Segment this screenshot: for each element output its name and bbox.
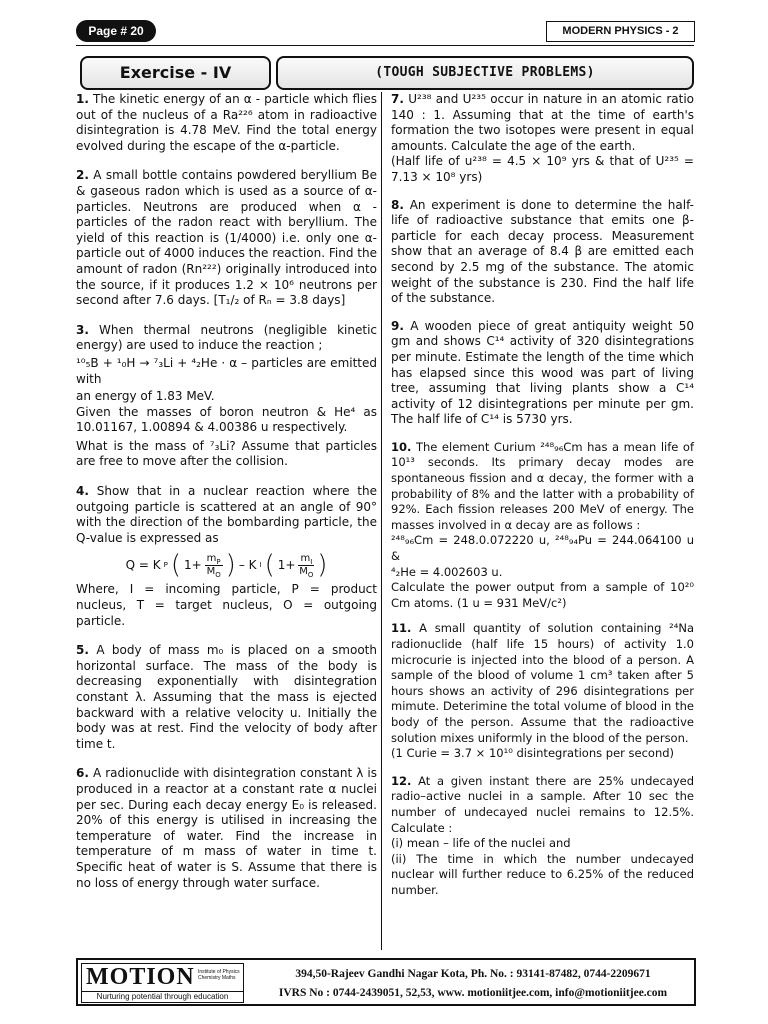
question-text: When thermal neutrons (negligible kinetic energy) are used to induce the reaction ; — [76, 322, 377, 353]
question-2 — [76, 168, 377, 308]
paren-open-2: ( — [264, 550, 275, 581]
question-number: 12. — [391, 773, 412, 788]
question-number: 5. — [76, 643, 89, 658]
question-number: 9. — [391, 318, 404, 333]
frac-numerator: m — [206, 552, 217, 564]
question-text: U²³⁸ and U²³⁵ occur in nature in an atomic ratio 140 : 1. Assuming that at the time of earth's formation the two isotopes were present in equal amounts. Calculate the age of the earth. — [391, 92, 694, 153]
question-9 — [391, 319, 694, 428]
left-column — [76, 92, 377, 901]
logo-tagline: Nurturing potential through education — [82, 991, 243, 1002]
paren-close-2: ) — [317, 550, 328, 581]
decay-masses: ²⁴⁸₉₆Cm = 248.0.072220 u, ²⁴⁸₉₄Pu = 244.064100 u & — [391, 533, 694, 564]
header-rule — [76, 45, 694, 46]
formula-lhs: Q = K — [125, 557, 161, 572]
question-3 — [76, 323, 377, 470]
question-number: 1. — [76, 92, 89, 106]
q-value-formula: Q = K P ( 1+ $\frac{m_P}{M_O}$ ) – K I ( 1+ $\frac{m_I}{M_O}$ ) — [125, 550, 328, 581]
question-12 — [391, 774, 694, 899]
question-text-2: Calculate the power output from a sample of 10²⁰ Cm atoms. (1 u = 931 MeV/c²) — [391, 580, 694, 610]
frac-numerator-sub: I — [310, 557, 313, 566]
question-number: 2. — [76, 168, 89, 183]
question-text-2: (Half life of u²³⁸ = 4.5 × 10⁹ yrs & that of U²³⁵ = 7.13 × 10⁸ yrs) — [391, 154, 694, 184]
frac-numerator: m — [300, 552, 311, 564]
question-text: The kinetic energy of an α - particle which flies out of the nucleus of a Ra²²⁶ atom in radioactive disintegration is 4.78 MeV. Find the total energy evolved during the escape of the α-particle. — [76, 92, 377, 153]
question-text: At a given instant there are 25% undecayed radio–active nuclei in a sample. After 10 sec the number of undecayed nuclei remains to 12.5%. Calculate : — [391, 773, 695, 835]
question-5 — [76, 643, 377, 752]
question-1 — [76, 92, 377, 154]
question-7 — [391, 92, 694, 186]
formula-one: 1+ — [183, 557, 202, 572]
question-text: Show that in a nuclear reaction where the outgoing particle is scattered at an angle of 90° with the direction of the bombarding particle, the Q-value is expressed as — [76, 484, 377, 545]
paren-close: ) — [225, 550, 236, 581]
footer — [76, 958, 696, 1006]
question-8 — [391, 198, 694, 307]
frac-denominator: M — [206, 565, 216, 577]
nuclear-reaction-equation: ¹⁰₅B + ¹₀H → ⁷₃Li + ⁴₂He · α – particles are emitted with — [76, 355, 377, 386]
logo-text: MOTION — [86, 964, 195, 990]
question-text: A wooden piece of great antiquity weight 50 gm and shows C¹⁴ activity of 320 disintegrations per minute. Estimate the length of the time which has elapsed since this wood was part of living tree, assuming that living plants show a C¹⁴ activity of 12 disintegrations per minute per gm. The half life of C¹⁴ is 5730 yrs. — [391, 318, 694, 427]
question-text-3: Given the masses of boron neutron & He⁴ as 10.01167, 1.00894 & 4.00386 u respectively. — [76, 404, 377, 435]
fraction-mi-mo — [298, 553, 314, 578]
motion-logo — [81, 963, 244, 1003]
logo-subtext: Institute of Physics Chemistry Maths — [198, 969, 240, 981]
frac-numerator-sub: P — [216, 557, 221, 566]
question-text: A body of mass m₀ is placed on a smooth horizontal surface. The mass of the body is decreasing exponentially with disintegration constant λ. Assuming that the mass is ejected backward with a relative velocity u. Initially the body was at rest. Find the velocity of body after time t. — [76, 643, 377, 751]
page-number-badge: Page # 20 — [76, 20, 156, 42]
question-text: A radionuclide with disintegration constant λ is produced in a reactor at a constant rate α nuclei per sec. During each decay energy E₀ is released. 20% of this energy is utilised in increasing the temperature of water. Find the increase in temperature of m mass of water in time t. Specific heat of water is S. Assume that there is no loss of energy through water surface. — [76, 766, 377, 890]
question-text-2: an energy of 1.83 MeV. — [76, 389, 215, 404]
question-text: An experiment is done to determine the half-life of radioactive substance that emits one β-particle for each decay process. Measurement show that an average of 8.4 β are emitted each second by 2.5 mg of the substance. The atomic weight of the substance is 230. Find the half life of the substance. — [391, 197, 694, 306]
helium-mass: ⁴₂He = 4.002603 u. — [391, 564, 503, 579]
footer-address: 394,50-Rajeev Gandhi Nagar Kota, Ph. No. : 93141-87482, 0744-2209671 — [295, 968, 651, 980]
formula-minus: – K — [238, 557, 257, 572]
frac-denominator-sub: O — [307, 570, 314, 579]
column-divider — [381, 92, 382, 950]
frac-denominator-sub: O — [215, 570, 221, 579]
question-6 — [76, 766, 377, 891]
question-text: The element Curium ²⁴⁸₉₆Cm has a mean life of 10¹³ seconds. Its primary decay modes are spontaneous fission and α decay, the former with a probability of 8% and the latter with a probability of 92%. Each fission releases 200 MeV of energy. The masses involved in α decay are as follows : — [391, 439, 695, 532]
footer-contact — [258, 965, 688, 1003]
question-text: A small quantity of solution containing ²⁴Na radionuclide (half life 15 hours) of activity 1.0 microcurie is injected into the blood of a person. A sample of the blood of volume 1 cm³ taken after 5 hours shows an activity of 296 disintegrations per mimute. Deterimine the total volume of blood in the body of the person. Assume that the radioactive solution mixes uniformly in the blood of the person. — [391, 621, 694, 745]
question-part-1: (i) mean – life of the nuclei and — [391, 836, 571, 851]
question-number: 3. — [76, 322, 89, 337]
exercise-subtitle: (TOUGH SUBJECTIVE PROBLEMS) — [276, 56, 694, 90]
question-part-2: (ii) The time in which the number undecayed nuclear will further reduce to 6.25% of the reduced number. — [391, 851, 694, 897]
question-number: 10. — [391, 439, 412, 454]
question-text-2: (1 Curie = 3.7 × 10¹⁰ disintegrations per second) — [391, 746, 675, 761]
question-4 — [76, 484, 377, 629]
question-text: A small bottle contains powdered beryllium Be & gaseous radon which is used as a source of α-particles. Neutrons are produced when α - particles of the radon react with beryllium. The yield of this reaction is (1/4000) i.e. only one α-particle out of 4000 induces the reaction. Find the amount of radon (Rn²²²) originally introduced into the source, if it produces 1.2 × 10⁶ neutrons per second after 7.6 days. [T₁/₂ of Rₙ = 3.8 days] — [76, 168, 377, 308]
question-number: 11. — [391, 621, 412, 636]
frac-denominator: M — [299, 565, 308, 577]
question-10 — [391, 440, 694, 612]
right-column — [391, 92, 694, 909]
question-11 — [391, 621, 694, 761]
question-number: 7. — [391, 92, 404, 106]
question-text-2: Where, I = incoming particle, P = product nucleus, T = target nucleus, O = outgoing particle. — [76, 582, 377, 628]
fraction-mp-mo — [205, 553, 223, 578]
formula-one-2: 1+ — [277, 557, 296, 572]
question-number: 6. — [76, 766, 89, 781]
question-number: 8. — [391, 197, 404, 212]
exercise-title: Exercise - IV — [80, 56, 271, 90]
question-text-4: What is the mass of ⁷₃Li? Assume that particles are free to move after the collision. — [76, 438, 377, 469]
chapter-title: MODERN PHYSICS - 2 — [546, 21, 695, 42]
question-number: 4. — [76, 484, 89, 499]
footer-ivrs: IVRS No : 0744-2439051, 52,53, www. motioniitjee.com, info@motioniitjee.com — [278, 987, 668, 999]
paren-open: ( — [170, 550, 181, 581]
